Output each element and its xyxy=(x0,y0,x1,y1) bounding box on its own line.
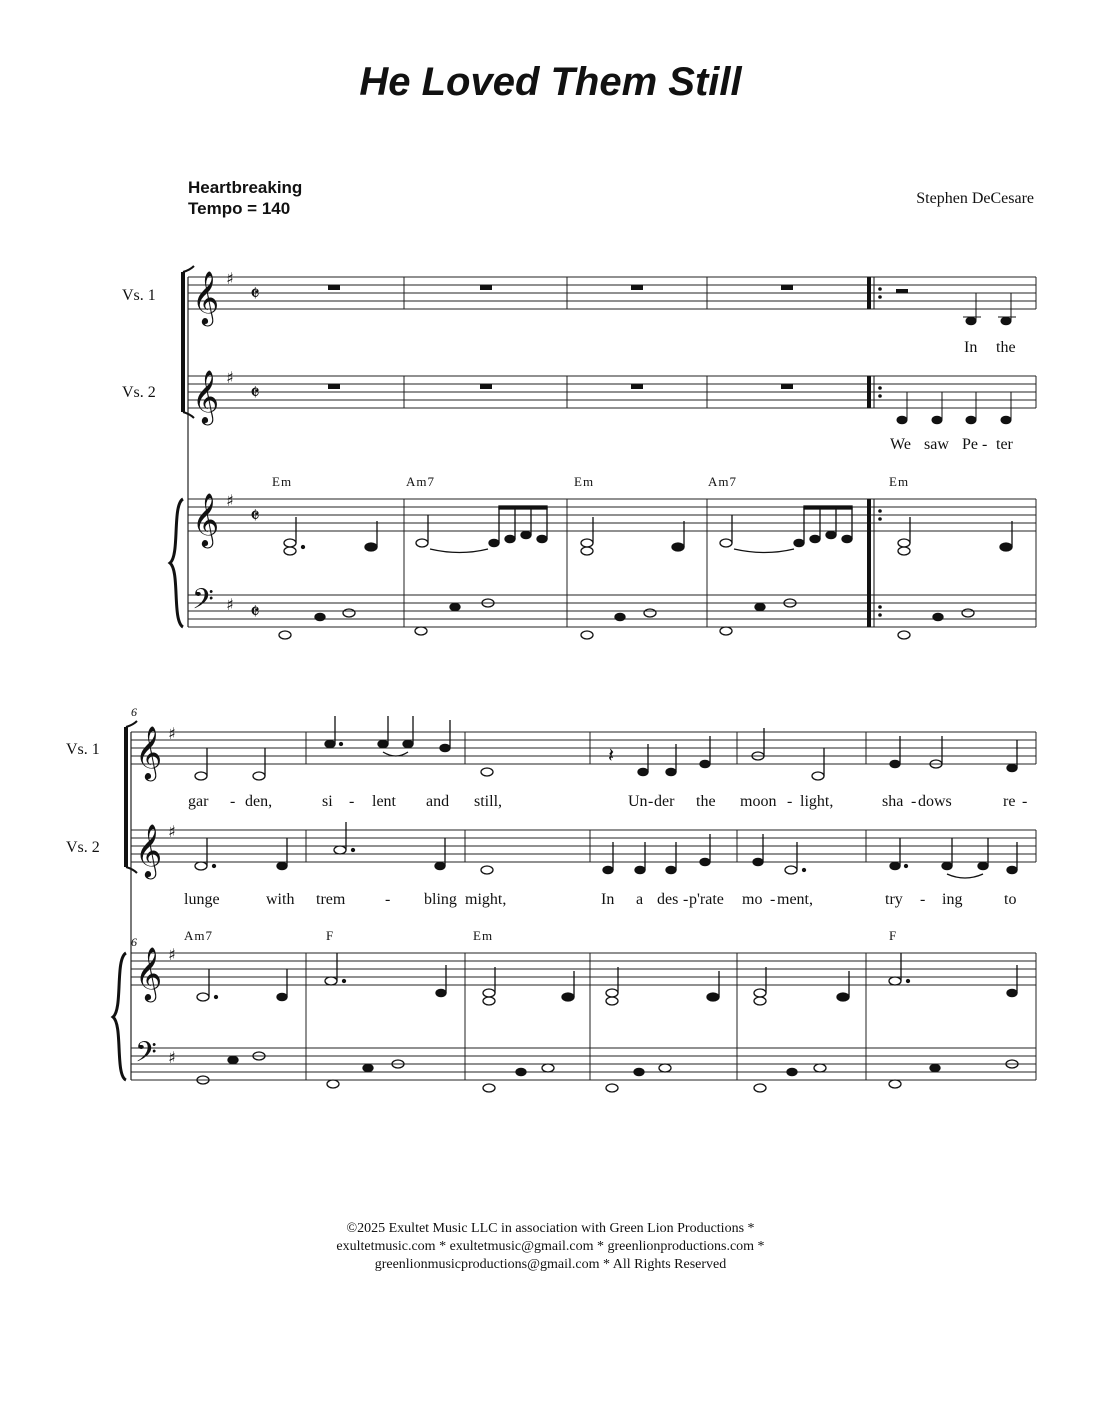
bass-clef: 𝄢 xyxy=(135,1036,157,1076)
svg-text:♯: ♯ xyxy=(168,945,176,964)
piano-treble-staff xyxy=(188,499,1036,531)
svg-text:with: with xyxy=(266,891,295,908)
svg-text:F: F xyxy=(326,928,335,943)
svg-text:ing: ing xyxy=(942,891,963,908)
bass-clef: 𝄢 xyxy=(192,583,214,623)
svg-text:moon: moon xyxy=(740,793,777,810)
svg-text:Am7: Am7 xyxy=(184,928,213,943)
key-signature-sharp xyxy=(226,269,234,614)
treble-clef: 𝄞 xyxy=(192,369,220,423)
svg-text:-: - xyxy=(787,793,793,810)
svg-text:and: and xyxy=(426,793,450,810)
svg-text:-: - xyxy=(920,891,926,908)
svg-text:Em: Em xyxy=(272,474,293,489)
svg-text:mo: mo xyxy=(742,891,763,908)
voice2-lyrics xyxy=(184,891,1016,908)
svg-text:𝄵: 𝄵 xyxy=(250,600,260,625)
measure-number: 6 xyxy=(131,935,137,949)
svg-text:des: des xyxy=(657,891,679,908)
svg-text:si: si xyxy=(322,793,333,810)
svg-text:-: - xyxy=(349,793,355,810)
svg-text:Em: Em xyxy=(889,474,910,489)
svg-text:𝄵: 𝄵 xyxy=(250,504,260,529)
svg-text:the: the xyxy=(696,793,716,810)
svg-text:gar: gar xyxy=(188,793,209,810)
svg-text:den,: den, xyxy=(245,793,273,810)
copyright-line: ©2025 Exultet Music LLC in association with Green Lion Productions * xyxy=(346,1221,755,1236)
measure-number: 6 xyxy=(131,705,137,719)
copyright-line: exultetmusic.com * exultetmusic@gmail.com * greenlionproductions.com * xyxy=(336,1239,765,1254)
voice1-label: Vs. 1 xyxy=(122,287,156,304)
svg-text:-: - xyxy=(648,793,654,810)
voice1-lyrics xyxy=(964,339,1016,356)
key-signature-sharp xyxy=(168,724,176,1067)
svg-text:♯: ♯ xyxy=(168,1048,176,1067)
svg-text:lunge: lunge xyxy=(184,891,220,908)
expression-text: Heartbreaking xyxy=(188,178,303,197)
svg-text:In: In xyxy=(601,891,615,908)
svg-text:Un: Un xyxy=(628,793,648,810)
svg-text:♯: ♯ xyxy=(168,724,176,743)
svg-text:Am7: Am7 xyxy=(406,474,435,489)
voice2-label: Vs. 2 xyxy=(66,839,100,856)
system-2 xyxy=(66,705,1036,1092)
svg-text:bling: bling xyxy=(424,891,457,908)
svg-text:♯: ♯ xyxy=(226,368,234,387)
copyright-line: greenlionmusicproductions@gmail.com * All Rights Reserved xyxy=(374,1257,727,1272)
composer-credit: Stephen DeCesare xyxy=(916,190,1034,207)
tempo-text: Tempo = 140 xyxy=(188,199,291,218)
svg-text:try: try xyxy=(885,891,903,908)
quarter-rest: 𝄽 xyxy=(608,743,615,767)
svg-text:-: - xyxy=(911,793,917,810)
cut-time-signature xyxy=(250,282,260,625)
svg-text:Em: Em xyxy=(574,474,595,489)
voice2-lyrics xyxy=(890,436,1014,453)
voice1-label: Vs. 1 xyxy=(66,741,100,758)
svg-text:saw: saw xyxy=(924,436,949,453)
svg-text:dows: dows xyxy=(918,793,952,810)
svg-text:In: In xyxy=(964,339,978,356)
treble-clef: 𝄞 xyxy=(192,492,220,546)
svg-text:der: der xyxy=(654,793,675,810)
svg-text:might,: might, xyxy=(465,891,507,908)
svg-text:the: the xyxy=(996,339,1016,356)
piano-brace xyxy=(170,499,183,627)
svg-text:trem: trem xyxy=(316,891,346,908)
piano-brace xyxy=(113,953,126,1080)
svg-text:-: - xyxy=(770,891,776,908)
svg-text:We: We xyxy=(890,436,911,453)
chord-symbols xyxy=(184,928,897,943)
svg-text:♯: ♯ xyxy=(168,822,176,841)
svg-text:lent: lent xyxy=(372,793,396,810)
system-1 xyxy=(122,266,1036,639)
svg-text:a: a xyxy=(636,891,644,908)
piano-bass-staff xyxy=(188,595,1036,627)
copyright-footer xyxy=(0,1220,1101,1274)
treble-clef: 𝄞 xyxy=(135,823,163,877)
voice1-lyrics xyxy=(188,793,1027,810)
svg-text:ter: ter xyxy=(996,436,1013,453)
svg-text:sha: sha xyxy=(882,793,904,810)
svg-text:-: - xyxy=(683,891,689,908)
svg-text:re: re xyxy=(1003,793,1016,810)
voice1-staff xyxy=(188,277,1036,309)
svg-text:light,: light, xyxy=(800,793,834,810)
svg-text:p'rate: p'rate xyxy=(689,891,724,908)
svg-text:-: - xyxy=(1022,793,1028,810)
voice2-label: Vs. 2 xyxy=(122,384,156,401)
svg-text:♯: ♯ xyxy=(226,491,234,510)
svg-text:𝄵: 𝄵 xyxy=(250,282,260,307)
svg-text:♯: ♯ xyxy=(226,269,234,288)
treble-clef: 𝄞 xyxy=(192,270,220,324)
repeat-start-barline xyxy=(867,277,882,627)
svg-text:Pe: Pe xyxy=(962,436,978,453)
chord-symbols xyxy=(272,474,909,489)
svg-text:still,: still, xyxy=(474,793,503,810)
svg-text:Em: Em xyxy=(473,928,494,943)
svg-text:-: - xyxy=(385,891,391,908)
voice2-staff xyxy=(188,376,1036,408)
svg-text:to: to xyxy=(1004,891,1017,908)
svg-text:𝄵: 𝄵 xyxy=(250,381,260,406)
piano-bass-staff xyxy=(131,1048,1036,1080)
svg-text:♯: ♯ xyxy=(226,595,234,614)
svg-text:-: - xyxy=(230,793,236,810)
svg-text:Am7: Am7 xyxy=(708,474,737,489)
treble-clef: 𝄞 xyxy=(135,946,163,1000)
svg-text:F: F xyxy=(889,928,898,943)
treble-clef: 𝄞 xyxy=(135,725,163,779)
svg-text:ment,: ment, xyxy=(777,891,813,908)
svg-text:-: - xyxy=(982,436,988,453)
song-title: He Loved Them Still xyxy=(359,60,742,104)
